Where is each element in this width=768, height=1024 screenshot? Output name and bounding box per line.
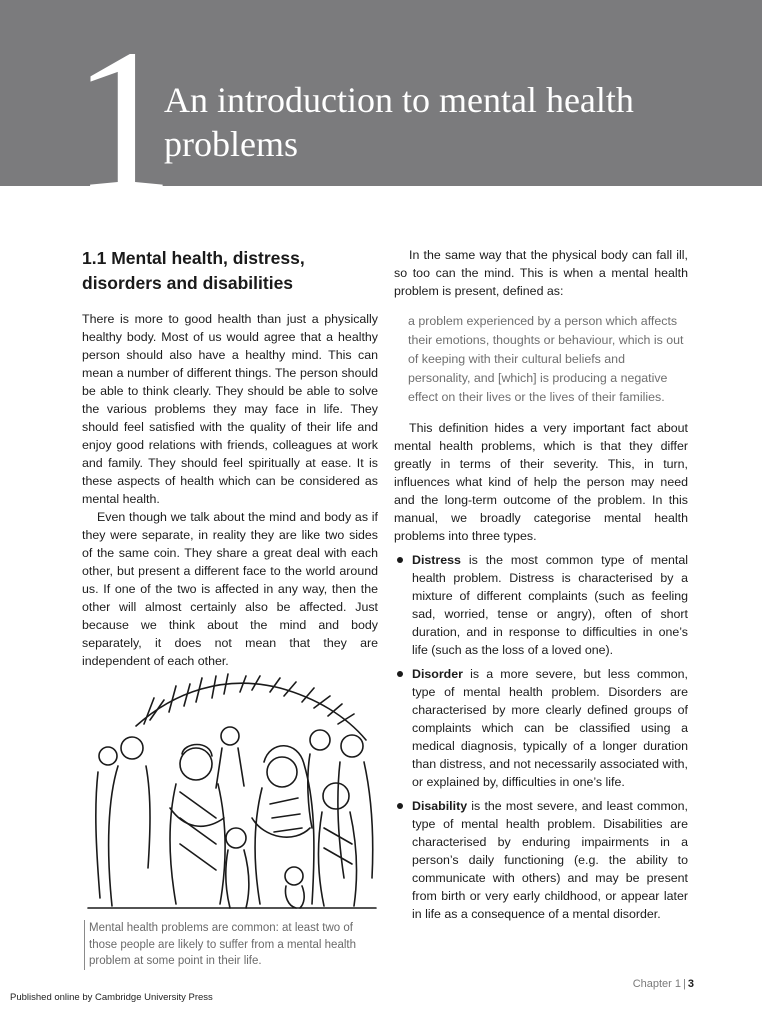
section-heading: 1.1 Mental health, distress, disorders and disabilities <box>82 248 305 293</box>
problem-types-list <box>394 551 688 923</box>
list-item-disorder <box>394 665 688 791</box>
list-item-disability <box>394 797 688 923</box>
paragraph-mind-ill: In the same way that the physical body can fall ill, so too can the mind. This is when a mental health problem is present, defined as: <box>394 248 688 298</box>
chapter-number: 1 <box>72 6 171 235</box>
term-label: Distress <box>412 553 461 567</box>
term-label: Disability <box>412 799 468 813</box>
figure-caption: Mental health problems are common: at least two of those people are likely to suffer from a mental health problem at some point in their life. <box>84 920 379 970</box>
page-number: 3 <box>687 978 694 990</box>
chapter-header-band <box>0 0 762 235</box>
definition-quote: a problem experienced by a person which affects their emotions, thoughts or behaviour, which is out of keeping with their cultural beliefs and personality, and [which] is producing a negative effect on their lives or the lives of their families. <box>408 314 684 404</box>
list-item-distress <box>394 551 688 659</box>
bullet-icon <box>397 557 403 563</box>
paragraph-severity: This definition hides a very important fact about mental health problems, which is that they differ greatly in terms of their severity. This, in turn, influences what kind of help the person may need and the long-term outcome of the problem. In this manual, we broadly categorise mental health problems into three types. <box>394 421 688 543</box>
term-description: is the most common type of mental health problem. Distress is characterised by a mixture of different complaints (such as feeling sad, worried, tense or angry), often of short duration, and in response to difficulties in one’s life (such as the loss of a loved one). <box>412 553 688 657</box>
term-description: is the most severe, and least common, type of mental health problem. Disabilities are characterised by enduring impairments in a person’s daily functioning (e.g. the ability to communicate with others) and may be present from birth or very early childhood, or appear later in life as a consequence of a mental disorder. <box>412 799 688 921</box>
published-note: Published online by Cambridge University Press <box>10 992 213 1003</box>
chapter-title: An introduction to mental health problems <box>164 80 634 164</box>
right-column <box>394 246 688 929</box>
left-column <box>82 246 378 670</box>
chapter-label: Chapter 1 <box>632 978 682 990</box>
page-separator: | <box>683 978 686 990</box>
term-description: is a more severe, but less common, type of mental health problem. Disorders are characterised by more clearly defined groups of complaints which can be classified using a medical diagnosis, typically of a longer duration than distress, and not necessarily associated with, or explained by, difficulties in one’s life. <box>412 667 688 789</box>
community-illustration <box>84 668 380 910</box>
page-reference <box>633 978 694 990</box>
bullet-icon <box>397 671 403 677</box>
bullet-icon <box>397 803 403 809</box>
term-label: Disorder <box>412 667 463 681</box>
paragraph-mind-body: Even though we talk about the mind and body as if they were separate, in reality they are like two sides of the same coin. They share a great deal with each other, but present a different face to the world around us. If one of the two is affected in any way, then the other will almost certainly also be affected. Just because we think about the mind and body separately, it does not mean that they are independent of each other. <box>82 510 378 668</box>
paragraph-good-health: There is more to good health than just a physically healthy body. Most of us would agree that a healthy person should also have a healthy mind. This can mean a number of different things. The person should be able to think clearly. They should be able to solve the various problems they may face in life. They should feel satisfied with the quality of their life and enjoy good relations with friends, colleagues at work and family. They should feel spiritually at ease. It is these aspects of health which can be considered as mental health. <box>82 312 378 506</box>
